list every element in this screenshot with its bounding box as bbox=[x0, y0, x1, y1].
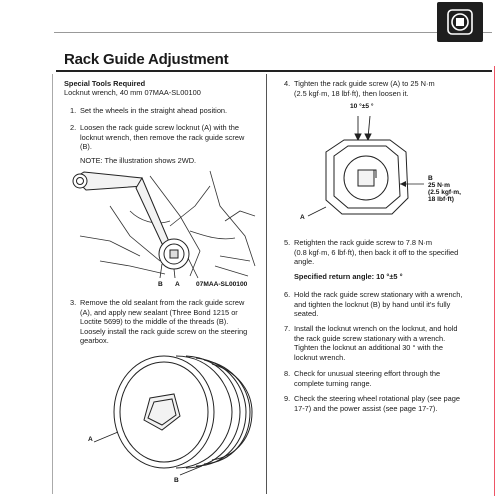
note-2wd: NOTE: The illustration shows 2WD. bbox=[80, 156, 197, 165]
fig3-label-b: B bbox=[428, 175, 433, 182]
special-tools-heading: Special Tools Required bbox=[64, 79, 146, 88]
step-7: 7. Install the locknut wrench on the locknut, and hold the rack guide screw stationary with a wrench. Tighten the locknut an additional 30 ° with the locknut wrench. bbox=[284, 324, 458, 362]
figure-rack-guide-screw bbox=[84, 350, 264, 480]
fig1-label-a: A bbox=[175, 281, 180, 288]
special-tools-item: Locknut wrench, 40 mm 07MAA-SL00100 bbox=[64, 88, 201, 97]
steering-wheel-icon bbox=[437, 2, 483, 42]
fig3-torque-1: 25 N·m bbox=[428, 182, 450, 189]
spec-return-angle: Specified return angle: 10 °±5 ° bbox=[294, 272, 403, 281]
left-border bbox=[52, 74, 53, 494]
section-badge bbox=[437, 2, 483, 42]
step-5: 5. Retighten the rack guide screw to 7.8 N·m (0.8 kgf·m, 6 lbf·ft), then back it off to the specified angle. bbox=[284, 238, 459, 267]
fig3-torque-3: 18 lbf·ft) bbox=[428, 196, 455, 203]
step-6: 6. Hold the rack guide screw stationary with a wrench, and tighten the locknut (B) by hand until it's fully seated. bbox=[284, 290, 463, 319]
fig2-label-b: B bbox=[174, 477, 179, 484]
step-8: 8. Check for unusual steering effort through the complete turning range. bbox=[284, 369, 441, 388]
step-2: 2. Loosen the rack guide screw locknut (A) with the locknut wrench, then remove the rack guide screw (B). bbox=[70, 123, 245, 152]
fig2-label-a: A bbox=[88, 436, 93, 443]
right-accent-border bbox=[494, 66, 495, 496]
step-9: 9. Check the steering wheel rotational play (see page 17-7) and the power assist (see page 17-7). bbox=[284, 394, 460, 413]
figure-return-angle bbox=[296, 112, 466, 232]
fig3-label-a: A bbox=[300, 214, 305, 221]
column-divider bbox=[266, 74, 267, 494]
fig1-label-tool: 07MAA-SL00100 bbox=[196, 281, 248, 288]
fig3-torque-2: (2.5 kgf·m, bbox=[428, 189, 461, 196]
step-3: 3. Remove the old sealant from the rack guide screw (A), and apply new sealant (Three Bond 1215 or Loctite 5699) to the middle of the threads (B). Loosely install the rack guide screw on the steering gearbox. bbox=[70, 298, 248, 346]
header-rule bbox=[54, 32, 492, 33]
fig3-angle-label: 10 °±5 ° bbox=[350, 103, 374, 110]
step-4: 4. Tighten the rack guide screw (A) to 25 N·m (2.5 kgf·m, 18 lbf·ft), then loosen it. bbox=[284, 79, 435, 98]
step-1: 1. Set the wheels in the straight ahead position. bbox=[70, 106, 228, 115]
title-rule bbox=[56, 70, 492, 72]
page-title: Rack Guide Adjustment bbox=[64, 51, 229, 68]
fig1-label-b: B bbox=[158, 281, 163, 288]
figure-locknut-wrench bbox=[70, 166, 260, 286]
